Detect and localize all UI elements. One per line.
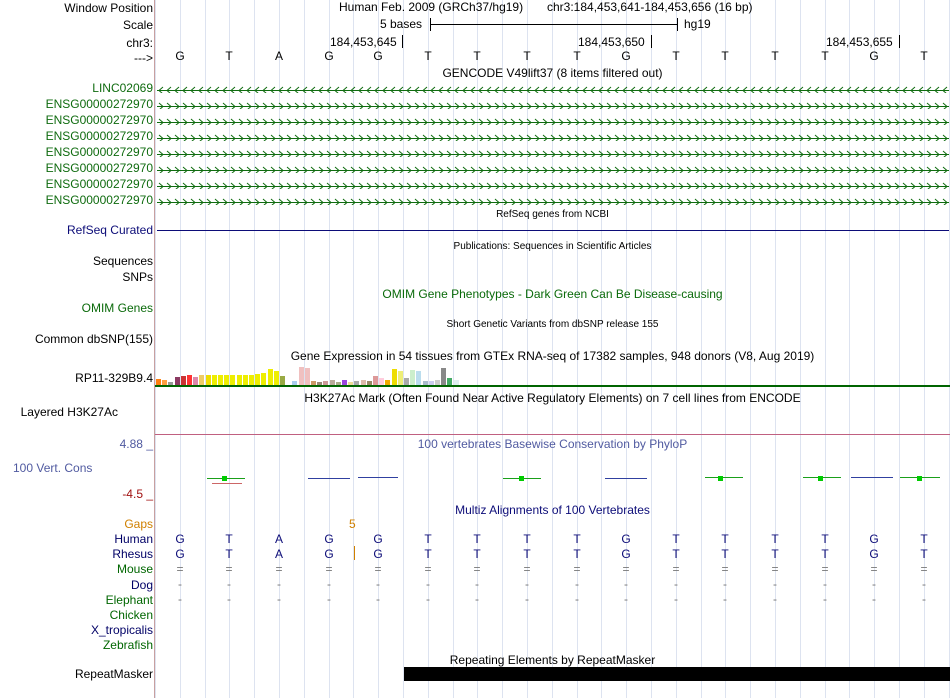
rhesus-base: G <box>175 547 185 561</box>
rhesus-base: T <box>523 547 531 561</box>
mouse-base: = <box>325 562 333 576</box>
human-base: T <box>225 532 233 546</box>
gtex-tissue-bar[interactable] <box>193 377 198 385</box>
gtex-tissue-bar[interactable] <box>261 373 266 385</box>
gencode-item-label[interactable]: ENSG00000272970 <box>45 177 153 191</box>
mouse-base: = <box>225 562 233 576</box>
phylop-min-label: -4.5 _ <box>122 487 153 501</box>
h3k27ac-track-title: H3K27Ac Mark (Often Found Near Active Regulatory Elements) on 7 cell lines from ENCODE <box>304 391 801 405</box>
gtex-tissue-bar[interactable] <box>187 375 192 385</box>
species-label[interactable]: Dog <box>130 577 153 592</box>
species-label[interactable]: Human <box>114 532 153 546</box>
elephant-base: - <box>773 592 777 606</box>
snps-track-label[interactable]: SNPs <box>122 270 153 284</box>
phylop-segment <box>308 478 350 479</box>
gencode-item-label[interactable]: ENSG00000272970 <box>45 145 153 159</box>
rhesus-base: T <box>672 547 680 561</box>
gtex-tissue-bar[interactable] <box>218 375 223 385</box>
repeatmasker-track-title: Repeating Elements by RepeatMasker <box>449 653 656 667</box>
mouse-base: = <box>573 562 581 576</box>
refseq-track-title: RefSeq genes from NCBI <box>496 209 609 220</box>
rhesus-base: G <box>373 547 383 561</box>
multiz-gap-count: 5 <box>349 517 356 531</box>
phylop-peak <box>718 476 723 481</box>
elephant-base: - <box>823 592 827 606</box>
base-letter: T <box>672 49 680 63</box>
rhesus-base: G <box>621 547 631 561</box>
gtex-tissue-bar[interactable] <box>212 375 217 385</box>
gencode-item-label[interactable]: LINC02069 <box>92 81 153 95</box>
gtex-tissue-bar[interactable] <box>280 376 285 385</box>
h3k27ac-signal-line <box>155 434 950 435</box>
base-letter: G <box>869 49 879 63</box>
gtex-tissue-bar[interactable] <box>373 376 378 385</box>
gtex-tissue-bar[interactable] <box>398 371 403 385</box>
gencode-item-label[interactable]: ENSG00000272970 <box>45 97 153 111</box>
multiz-track-title: Multiz Alignments of 100 Vertebrates <box>455 503 650 517</box>
phylop-peak <box>917 476 922 481</box>
phylop-peak <box>222 476 227 481</box>
ruler-tick-label-2: 184,453,650 <box>578 35 645 49</box>
mouse-base: = <box>920 562 928 576</box>
phylop-segment <box>851 477 893 478</box>
human-base: A <box>274 532 283 546</box>
human-base: T <box>573 532 581 546</box>
phylop-segment <box>605 478 647 479</box>
elephant-base: - <box>277 592 281 606</box>
base-letter: T <box>821 49 829 63</box>
dog-base: - <box>823 577 827 591</box>
gencode-item-label[interactable]: ENSG00000272970 <box>45 113 153 127</box>
phylop-max-label: 4.88 _ <box>119 437 153 451</box>
dog-base: - <box>723 577 727 591</box>
human-base: G <box>869 532 879 546</box>
base-letter: G <box>621 49 631 63</box>
mouse-base: = <box>523 562 531 576</box>
gencode-transcript[interactable] <box>157 132 949 141</box>
dog-base: - <box>872 577 876 591</box>
gtex-tissue-bar[interactable] <box>268 369 273 385</box>
species-label[interactable]: Zebrafish <box>102 638 153 653</box>
human-base: G <box>324 532 334 546</box>
dog-base: - <box>178 577 182 591</box>
base-letter: T <box>523 49 531 63</box>
assembly-title: Human Feb. 2009 (GRCh37/hg19) <box>339 0 524 14</box>
ruler-tick-1 <box>402 35 403 48</box>
human-base: T <box>920 532 928 546</box>
gtex-tissue-bar[interactable] <box>243 375 248 385</box>
dog-base: - <box>376 577 380 591</box>
elephant-base: - <box>575 592 579 606</box>
phylop-negative-segment <box>212 483 242 484</box>
base-letter: T <box>573 49 581 63</box>
gtex-tissue-bar[interactable] <box>441 368 446 385</box>
gencode-track-title: GENCODE V49lift37 (8 items filtered out) <box>442 66 663 80</box>
species-label[interactable]: X_tropicalis <box>90 623 153 638</box>
multiz-gap-marker <box>354 546 355 560</box>
phylop-segment <box>358 477 398 478</box>
gencode-item-label[interactable]: ENSG00000272970 <box>45 193 153 207</box>
base-letter: G <box>324 49 334 63</box>
base-letter: T <box>721 49 729 63</box>
gtex-tissue-bar[interactable] <box>199 375 204 385</box>
elephant-base: - <box>872 592 876 606</box>
ruler-tick-label-1: 184,453,645 <box>330 35 397 49</box>
omim-track-title: OMIM Gene Phenotypes - Dark Green Can Be Disease-causing <box>382 287 723 301</box>
rhesus-base: T <box>573 547 581 561</box>
phylop-peak <box>519 476 524 481</box>
gtex-tissue-bar[interactable] <box>249 375 254 385</box>
phylop-track-label[interactable]: 100 Vert. Cons <box>13 461 93 475</box>
dog-base: - <box>525 577 529 591</box>
gencode-item-label[interactable]: ENSG00000272970 <box>45 161 153 175</box>
rhesus-base: T <box>473 547 481 561</box>
gencode-transcript[interactable] <box>157 180 949 189</box>
omim-track-label[interactable]: OMIM Genes <box>81 301 153 315</box>
position-readout: chr3:184,453,641-184,453,656 (16 bp) <box>547 0 753 14</box>
dog-base: - <box>922 577 926 591</box>
species-label[interactable]: Rhesus <box>112 547 153 562</box>
repeatmasker-track-label[interactable]: RepeatMasker <box>74 667 153 681</box>
ruler-tick-2 <box>651 35 652 48</box>
elephant-base: - <box>327 592 331 606</box>
window-position-label: Window Position <box>64 1 153 15</box>
gencode-transcript[interactable] <box>157 148 949 157</box>
strand-arrow-label: ---> <box>134 51 153 65</box>
dog-base: - <box>227 577 231 591</box>
elephant-base: - <box>426 592 430 606</box>
rhesus-base: T <box>920 547 928 561</box>
human-base: T <box>721 532 729 546</box>
dog-base: - <box>426 577 430 591</box>
dog-base: - <box>277 577 281 591</box>
gtex-tissue-bar[interactable] <box>237 375 242 385</box>
mouse-base: = <box>424 562 432 576</box>
dog-base: - <box>674 577 678 591</box>
elephant-base: - <box>674 592 678 606</box>
mouse-base: = <box>821 562 829 576</box>
elephant-base: - <box>227 592 231 606</box>
base-letter: G <box>373 49 383 63</box>
gtex-tissue-bar[interactable] <box>299 367 304 385</box>
gencode-transcript[interactable] <box>157 116 949 125</box>
human-base: G <box>373 532 383 546</box>
human-base: G <box>175 532 185 546</box>
rhesus-base: G <box>869 547 879 561</box>
human-base: T <box>771 532 779 546</box>
dog-base: - <box>624 577 628 591</box>
repeatmasker-element[interactable] <box>404 667 950 681</box>
human-base: T <box>672 532 680 546</box>
base-letter: T <box>424 49 432 63</box>
gtex-tissue-bar[interactable] <box>416 371 421 385</box>
phylop-segment <box>705 477 743 478</box>
gtex-tissue-bar[interactable] <box>255 374 260 385</box>
gtex-gene-line <box>155 385 950 387</box>
gtex-tissue-bar[interactable] <box>410 370 415 385</box>
gtex-gene-label[interactable]: RP11-329B9.4 <box>75 371 153 385</box>
rhesus-base: T <box>721 547 729 561</box>
phylop-track-title: 100 vertebrates Basewise Conservation by PhyloP <box>417 437 688 451</box>
base-letter: G <box>175 49 185 63</box>
base-letter: T <box>225 49 233 63</box>
phylop-peak <box>818 476 823 481</box>
gencode-item-label[interactable]: ENSG00000272970 <box>45 129 153 143</box>
elephant-base: - <box>475 592 479 606</box>
rhesus-base: T <box>821 547 829 561</box>
dog-base: - <box>475 577 479 591</box>
publications-track-title: Publications: Sequences in Scientific Articles <box>453 241 652 252</box>
base-letter: A <box>274 49 283 63</box>
base-letter: T <box>920 49 928 63</box>
mouse-base: = <box>374 562 382 576</box>
rhesus-base: G <box>324 547 334 561</box>
dog-base: - <box>327 577 331 591</box>
base-letter: T <box>771 49 779 63</box>
gencode-transcript[interactable] <box>157 196 949 205</box>
elephant-base: - <box>723 592 727 606</box>
elephant-base: - <box>922 592 926 606</box>
gtex-tissue-bar[interactable] <box>447 378 452 385</box>
refseq-gene-line[interactable] <box>157 230 949 231</box>
scale-bar <box>430 24 678 25</box>
mouse-base: = <box>176 562 184 576</box>
gtex-tissue-bar[interactable] <box>175 377 180 385</box>
chrom-label: chr3: <box>126 36 153 50</box>
mouse-base: = <box>473 562 481 576</box>
dbsnp-track-title: Short Genetic Variants from dbSNP release 155 <box>446 319 659 330</box>
gtex-tissue-bar[interactable] <box>230 375 235 385</box>
mouse-base: = <box>721 562 729 576</box>
scale-label: Scale <box>122 18 153 32</box>
base-letter: T <box>473 49 481 63</box>
gtex-tissue-bar[interactable] <box>274 371 279 385</box>
gencode-transcript[interactable] <box>157 84 949 93</box>
human-base: T <box>821 532 829 546</box>
dog-base: - <box>773 577 777 591</box>
mouse-base: = <box>275 562 283 576</box>
gtex-tissue-bar[interactable] <box>379 378 384 385</box>
human-base: T <box>424 532 432 546</box>
human-base: G <box>621 532 631 546</box>
rhesus-base: T <box>771 547 779 561</box>
multiz-gaps-label: Gaps <box>124 517 153 531</box>
dog-base: - <box>575 577 579 591</box>
gtex-tissue-bar[interactable] <box>181 376 186 385</box>
gtex-tissue-bar[interactable] <box>224 375 229 385</box>
rhesus-base: T <box>225 547 233 561</box>
gencode-transcript[interactable] <box>157 100 949 109</box>
rhesus-base: T <box>424 547 432 561</box>
mouse-base: = <box>622 562 630 576</box>
scale-db: hg19 <box>684 17 711 31</box>
refseq-track-label[interactable]: RefSeq Curated <box>66 223 153 237</box>
species-label[interactable]: Mouse <box>116 562 153 577</box>
publications-track-label[interactable]: Sequences <box>92 254 153 268</box>
dbsnp-track-label[interactable]: Common dbSNP(155) <box>34 332 153 346</box>
mouse-base: = <box>672 562 680 576</box>
gencode-transcript[interactable] <box>157 164 949 173</box>
human-base: T <box>473 532 481 546</box>
ruler-tick-label-3: 184,453,655 <box>826 35 893 49</box>
elephant-base: - <box>525 592 529 606</box>
elephant-base: - <box>624 592 628 606</box>
species-label[interactable]: Elephant <box>105 592 153 607</box>
elephant-base: - <box>178 592 182 606</box>
gtex-tissue-bar[interactable] <box>206 375 211 385</box>
ruler-tick-3 <box>899 35 900 48</box>
scale-text: 5 bases <box>380 17 423 31</box>
gtex-tissue-bar[interactable] <box>404 378 409 385</box>
gtex-tissue-bar[interactable] <box>305 368 310 385</box>
human-base: T <box>523 532 531 546</box>
gtex-track-title: Gene Expression in 54 tissues from GTEx RNA-seq of 17382 samples, 948 donors (V8, Aug 2019) <box>290 349 815 363</box>
elephant-base: - <box>376 592 380 606</box>
mouse-base: = <box>870 562 878 576</box>
gtex-tissue-bar[interactable] <box>392 369 397 385</box>
h3k27ac-track-label[interactable]: Layered H3K27Ac <box>20 405 118 419</box>
mouse-base: = <box>771 562 779 576</box>
rhesus-base: A <box>274 547 283 561</box>
scale-bar-right-tick <box>677 18 678 31</box>
species-label[interactable]: Chicken <box>109 608 153 622</box>
